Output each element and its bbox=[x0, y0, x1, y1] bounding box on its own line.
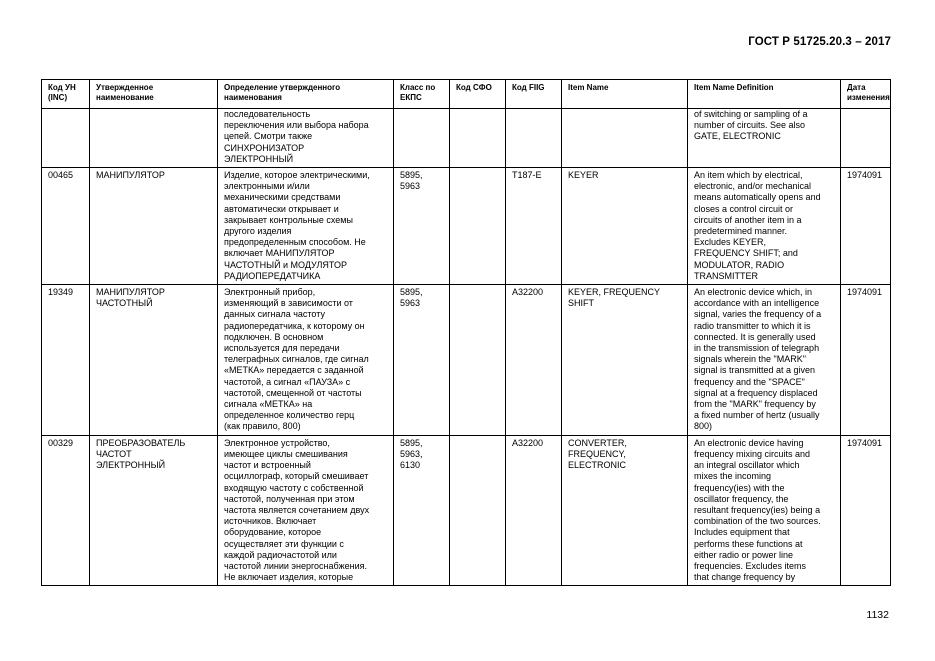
cell-fiig: T187-E bbox=[506, 168, 562, 285]
header-ekps-class: Класс по ЕКПС bbox=[394, 80, 450, 109]
cell-definition-ru: Изделие, которое электрическими, электронными и/или механическими средствами автоматически открывает и закрывает контрольные схемы другого изделия предопределенным способом. Не включает МАНИПУЛЯТОР ЧАСТОТНЫЙ и МОДУЛЯТОР РАДИОПЕРЕДАТЧИКА bbox=[218, 168, 394, 285]
catalog-table bbox=[41, 79, 891, 586]
cell-date: 1974091 bbox=[841, 168, 891, 285]
cell-sfo bbox=[450, 285, 506, 436]
header-inc: Код УН (INC) bbox=[42, 80, 90, 109]
table-header-row bbox=[42, 80, 891, 109]
cell-definition-ru: последовательность переключения или выбора набора цепей. Смотри также СИНХРОНИЗАТОР ЭЛЕКТРОННЫЙ bbox=[218, 109, 394, 168]
cell-inc bbox=[42, 109, 90, 168]
table-row bbox=[42, 168, 891, 285]
cell-date: 1974091 bbox=[841, 285, 891, 436]
header-sfo-code: Код СФО bbox=[450, 80, 506, 109]
cell-inc: 19349 bbox=[42, 285, 90, 436]
cell-fiig: A32200 bbox=[506, 435, 562, 586]
header-change-date: Дата изменения bbox=[841, 80, 891, 109]
cell-sfo bbox=[450, 435, 506, 586]
cell-fsc: 5895, 5963 bbox=[394, 168, 450, 285]
page-number: 1132 bbox=[866, 609, 889, 621]
cell-item-name: CONVERTER, FREQUENCY, ELECTRONIC bbox=[562, 435, 688, 586]
cell-item-name: KEYER, FREQUENCY SHIFT bbox=[562, 285, 688, 436]
cell-name-ru: МАНИПУЛЯТОР bbox=[90, 168, 218, 285]
header-approved-name-definition: Определение утвержденного наименования bbox=[218, 80, 394, 109]
cell-fiig bbox=[506, 109, 562, 168]
document-header: ГОСТ Р 51725.20.3 – 2017 bbox=[748, 36, 891, 48]
cell-date bbox=[841, 109, 891, 168]
table-row bbox=[42, 435, 891, 586]
cell-inc: 00465 bbox=[42, 168, 90, 285]
cell-name-ru: ПРЕОБРАЗОВАТЕЛЬ ЧАСТОТ ЭЛЕКТРОННЫЙ bbox=[90, 435, 218, 586]
header-item-name: Item Name bbox=[562, 80, 688, 109]
cell-definition-en: An item which by electrical, electronic, and/or mechanical means automatically opens and closes a control circuit or circuits of another item in a predetermined manner. Excludes KEYER, FREQUENCY SHIFT; and MODULATOR, RADIO TRANSMITTER bbox=[688, 168, 841, 285]
table-row bbox=[42, 285, 891, 436]
cell-definition-ru: Электронное устройство, имеющее циклы смешивания частот и встроенный осциллограф, который смешивает входящую частоту с собственной частотой, полученная при этом частота является сочетанием двух источников. Включает оборудование, которое осуществляет эти функции с каждой радиочастотой или частотой линии энергоснабжения. Не включает изделия, которые bbox=[218, 435, 394, 586]
cell-fiig: A32200 bbox=[506, 285, 562, 436]
cell-fsc: 5895, 5963 bbox=[394, 285, 450, 436]
header-item-name-definition: Item Name Definition bbox=[688, 80, 841, 109]
cell-name-ru: МАНИПУЛЯТОР ЧАСТОТНЫЙ bbox=[90, 285, 218, 436]
cell-sfo bbox=[450, 109, 506, 168]
cell-definition-ru: Электронный прибор, изменяющий в зависимости от данных сигнала частоту радиопередатчика, к которому он подключен. В основном используется для передачи телеграфных сигналов, где сигнал «МЕТКА» передается с заданной частотой, а сигнал «ПАУЗА» с частотой, смещенной от частоты сигнала «МЕТКА» на определенное количество герц (как правило, 800) bbox=[218, 285, 394, 436]
cell-inc: 00329 bbox=[42, 435, 90, 586]
cell-date: 1974091 bbox=[841, 435, 891, 586]
cell-fsc: 5895, 5963, 6130 bbox=[394, 435, 450, 586]
cell-definition-en: of switching or sampling of a number of circuits. See also GATE, ELECTRONIC bbox=[688, 109, 841, 168]
header-approved-name: Утвержденное наименование bbox=[90, 80, 218, 109]
cell-item-name bbox=[562, 109, 688, 168]
cell-sfo bbox=[450, 168, 506, 285]
cell-fsc bbox=[394, 109, 450, 168]
cell-item-name: KEYER bbox=[562, 168, 688, 285]
header-fiig-code: Код FIIG bbox=[506, 80, 562, 109]
cell-definition-en: An electronic device having frequency mixing circuits and an integral oscillator which mixes the incoming frequency(ies) with the oscillator frequency, the resultant frequency(ies) being a combination of the two sources. Includes equipment that performs these functions at either radio or power line frequencies. Excludes items that change frequency by bbox=[688, 435, 841, 586]
table-row bbox=[42, 109, 891, 168]
cell-definition-en: An electronic device which, in accordance with an intelligence signal, varies the frequency of a radio transmitter to which it is connected. It is generally used in the transmission of telegraph signals wherein the "MARK" signal is transmitted at a given frequency and the "SPACE" signal at a frequency displaced from the "MARK" frequency by a fixed number of hertz (usually 800) bbox=[688, 285, 841, 436]
cell-name-ru bbox=[90, 109, 218, 168]
